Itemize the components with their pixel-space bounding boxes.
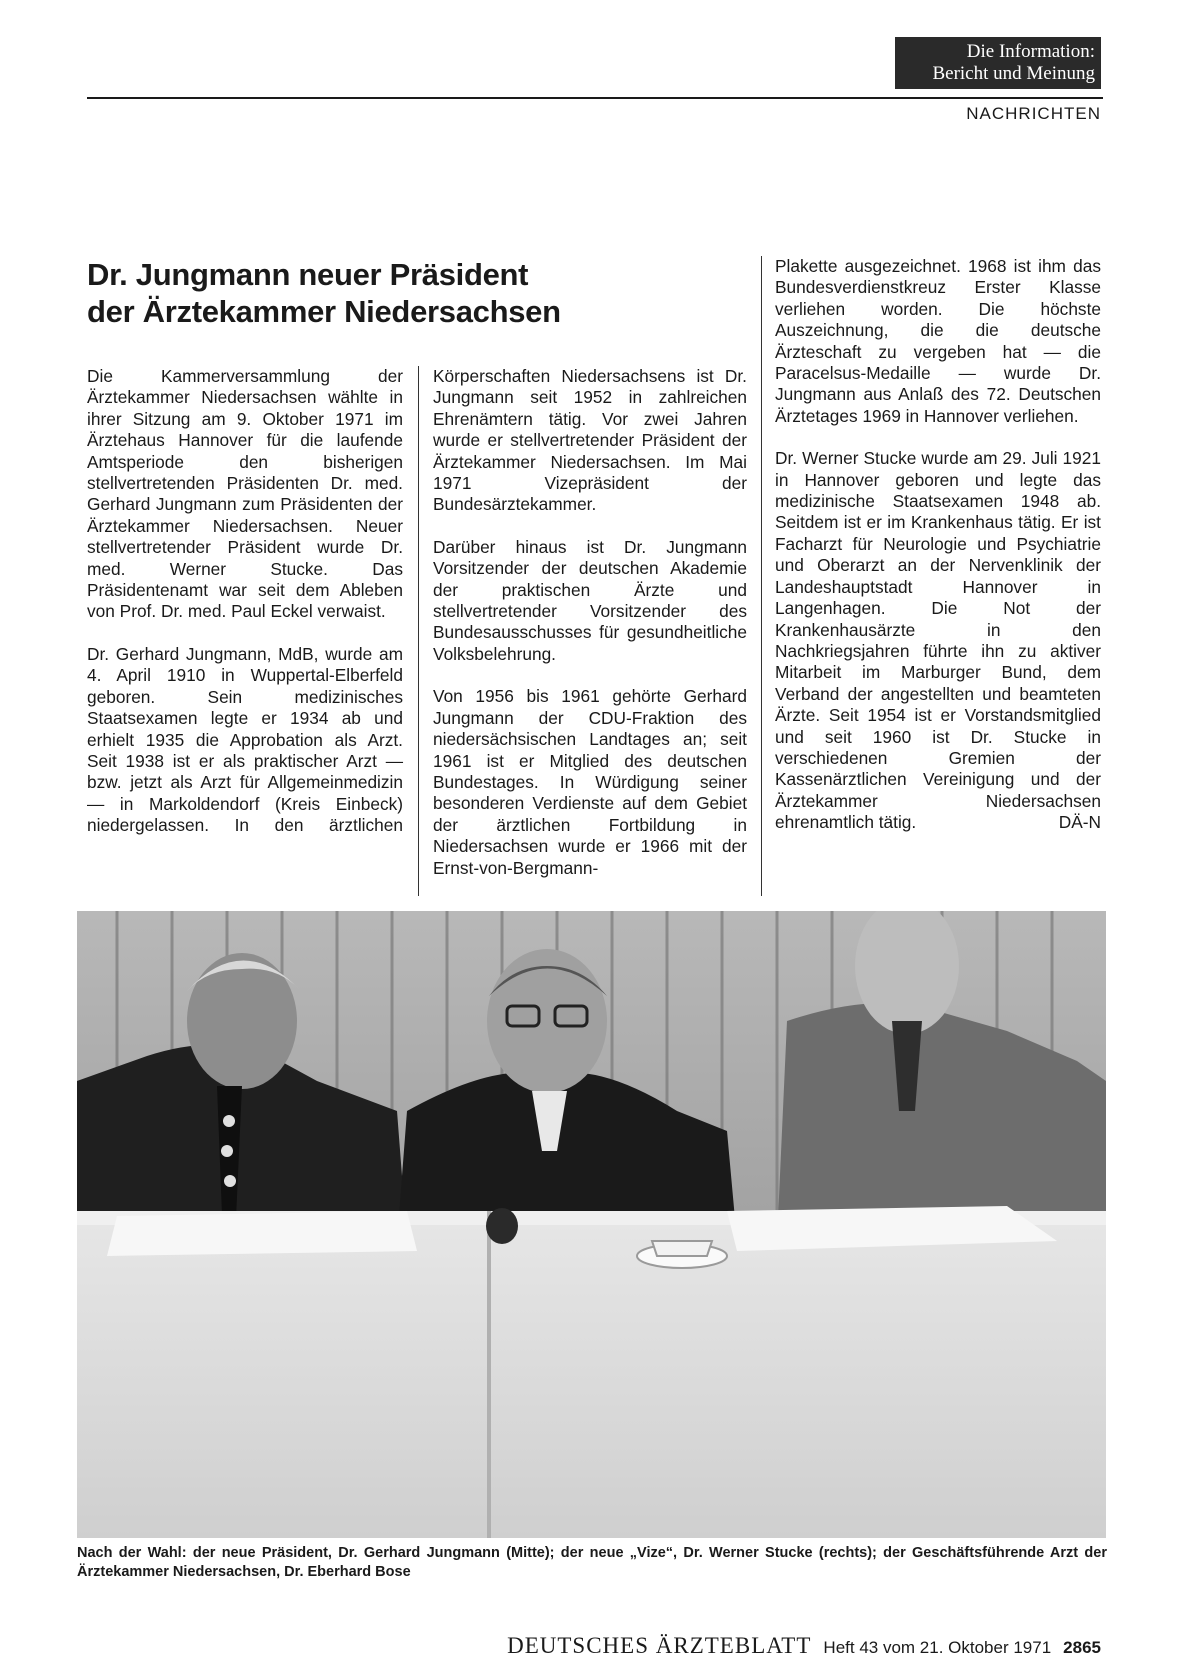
section-label: NACHRICHTEN: [966, 104, 1101, 123]
photo-caption: Nach der Wahl: der neue Präsident, Dr. Gerhard Jungmann (Mitte); der neue „Vize“, Dr. Werner Stucke (rechts); der Geschäftsführende Arzt der Ärztekammer Niedersachsen, Dr. Eberhard Bose: [77, 1545, 1107, 1580]
paragraph: Darüber hinaus ist Dr. Jungmann Vorsitzender der deutschen Akademie der praktischen Ärzte und stellvertretender Vorsitzender des Bundesausschusses für gesundheitliche Volksbelehrung.: [433, 536, 747, 664]
paragraph: Plakette ausgezeichnet. 1968 ist ihm das Bundesverdienstkreuz Erster Klasse verliehen worden. Die höchste Auszeichnung, die die deutsche Ärzteschaft zu vergeben hat — die Paracelsus-Medaille — wurde Dr. Jungmann aus Anlaß des 72. Deutschen Ärztetages 1969 in Hannover verliehen.: [775, 256, 1101, 426]
author-signature: DÄ-N: [1058, 812, 1101, 833]
paragraph-text: Dr. Werner Stucke wurde am 29. Juli 1921 in Hannover geboren und legte das medizinische Staatsexamen 1948 ab. Seitdem ist er im Krankenhaus tätig. Er ist Facharzt für Neurologie und Psychiatrie und Oberarzt an der Nervenklinik der Landeshauptstadt Hannover in Langenhagen. Die Not der Krankenhausärzte in den Nachkriegsjahren führte ihn zu aktiver Mitarbeit im Marburger Bund, dem Verband der angestellten und beamteten Ärzte. Seit 1954 ist er Vorstandsmitglied und seit 1960 ist Dr. Stucke in verschiedenen Gremien der Kassenärztlichen Vereinigung und der Ärztekammer Niedersachsen ehrenamtlich tätig.: [775, 448, 1101, 833]
page-number: 2865: [1063, 1638, 1101, 1657]
paragraph: Die Kammerversammlung der Ärztekammer Niedersachsen wählte in ihrer Sitzung am 9. Oktober 1971 im Ärztehaus Hannover für die laufende Amtsperiode den bisherigen stellvertretenden Präsidenten Dr. med. Gerhard Jungmann zum Präsidenten der Ärztekammer Niedersachsen. Neuer stellvertretender Präsident wurde Dr. med. Werner Stucke. Das Präsidentenamt war seit dem Ableben von Prof. Dr. med. Paul Eckel verwaist.: [87, 366, 403, 622]
article-headline: [87, 256, 607, 330]
paragraph: [775, 448, 1101, 833]
paragraph: Von 1956 bis 1961 gehörte Gerhard Jungmann der CDU-Fraktion des niedersächsischen Landtages an; seit 1961 ist er Mitglied des deutschen Bundestages. In Würdigung seiner besonderen Verdienste auf dem Gebiet der ärztlichen Fortbildung in Niedersachsen wurde er 1966 mit der Ernst-von-Bergmann-: [433, 686, 747, 878]
paragraph: Dr. Gerhard Jungmann, MdB, wurde am 4. April 1910 in Wuppertal-Elberfeld geboren. Sein medizinisches Staatsexamen legte er 1934 ab und erhielt 1935 die Approbation als Arzt. Seit 1938 ist er als praktischer Arzt — bzw. jetzt als Arzt für Allgemeinmedizin — in Markoldendorf (Kreis Einbeck) niedergelassen. In den ärztlichen: [87, 643, 403, 836]
section-badge: [895, 37, 1101, 89]
page-footer: [507, 1633, 1101, 1659]
text-column-1: [87, 366, 403, 858]
headline-line-2: der Ärztekammer Niedersachsen: [87, 294, 561, 329]
article-photo: [77, 911, 1106, 1538]
headline-line-1: Dr. Jungmann neuer Präsident: [87, 257, 529, 292]
badge-line-2: Bericht und Meinung: [932, 63, 1095, 84]
header-rule: [87, 97, 1103, 99]
column-divider: [418, 366, 419, 896]
issue-info: Heft 43 vom 21. Oktober 1971: [823, 1638, 1052, 1657]
column-divider: [761, 256, 762, 896]
text-column-2: [433, 366, 747, 900]
journal-masthead: DEUTSCHES ÄRZTEBLATT: [507, 1633, 812, 1658]
text-column-3: [775, 256, 1101, 855]
badge-line-1: Die Information:: [966, 41, 1095, 62]
paragraph: Körperschaften Niedersachsens ist Dr. Jungmann seit 1952 in zahlreichen Ehrenämtern tätig. Vor zwei Jahren wurde er stellvertretender Präsident der Ärztekammer Niedersachsen. Im Mai 1971 Vizepräsident der Bundesärztekammer.: [433, 366, 747, 515]
